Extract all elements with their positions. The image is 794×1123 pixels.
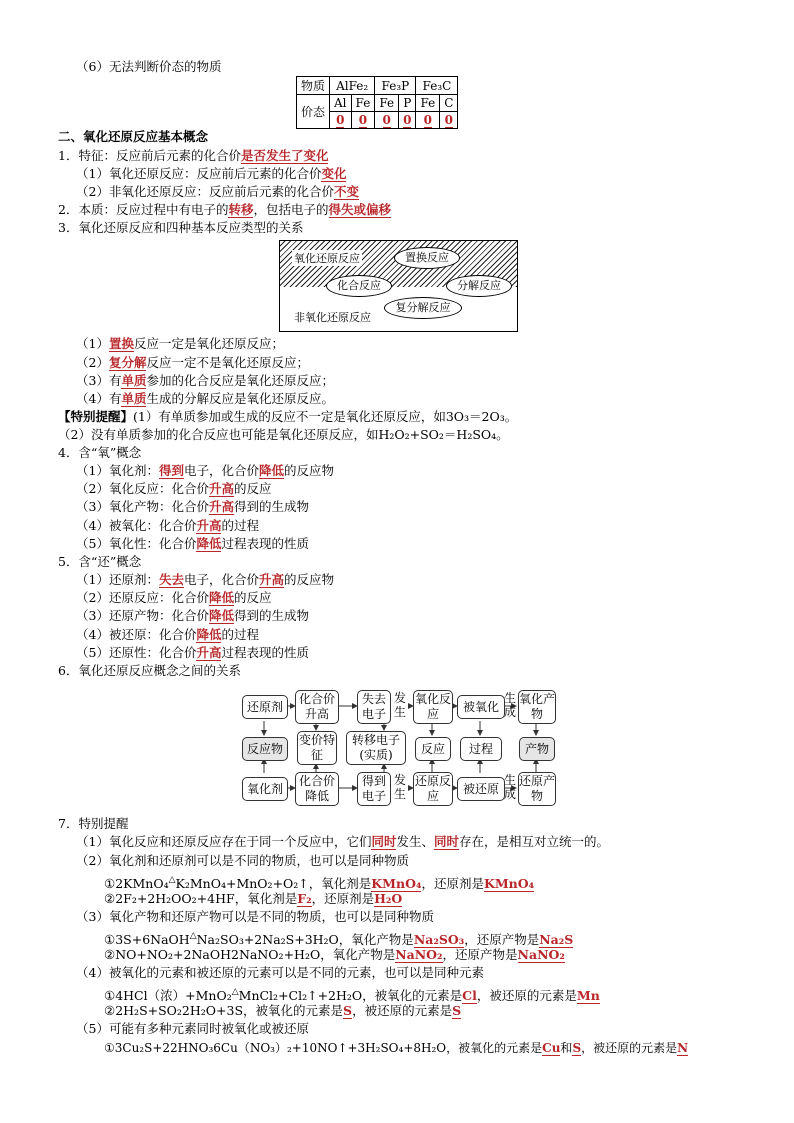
element-cell: C (440, 95, 458, 112)
concept-relation-title: 6．氧化还原反应概念之间的关系 (58, 663, 241, 678)
red-5: （5）还原性：化合价升高过程表现的性质 (76, 645, 309, 660)
element-cell: Fe (375, 95, 399, 112)
ox-4: （4）被氧化：化合价升高的过程 (76, 518, 259, 533)
gain-electron-box: 得到电子 (357, 772, 391, 806)
non-redox-label: 非氧化还原反应 (294, 311, 371, 324)
relation-line: 3．氧化还原反应和四种基本反应类型的关系 (58, 220, 304, 235)
compound-cell: Fe₃C (416, 77, 458, 95)
rule-1: （1）置换反应一定是氧化还原反应； (76, 336, 284, 351)
red-4: （4）被还原：化合价降低的过程 (76, 627, 259, 642)
reduction-product-box: 还原产物 (518, 772, 556, 806)
reducing-agent-box: 还原剂 (242, 695, 288, 719)
feature-line-2: （2）非氧化还原反应：反应前后元素的化合价不变 (76, 184, 359, 199)
compound-cell: Fe₃P (375, 77, 416, 95)
equation-3: ①3S+6NaOH△Na₂SO₃+2Na₂S+3H₂O，氧化产物是Na₂SO₃，还原产物是Na₂S (104, 931, 574, 947)
element-cell: P (399, 95, 416, 112)
decomposition-ellipse: 分解反应 (446, 275, 512, 297)
tip7-3: （3）氧化产物和还原产物可以是不同的物质，也可以是同种物质 (76, 909, 434, 924)
reduced-box: 被还原 (457, 777, 505, 801)
item-6: （6）无法判断价态的物质 (76, 59, 222, 74)
feature-line-1: （1）氧化还原反应：反应前后元素的化合价变化 (76, 166, 347, 181)
reaction-box: 反应 (415, 737, 451, 761)
oxidation-product-box: 氧化产物 (518, 690, 556, 724)
product-box: 产物 (519, 737, 555, 761)
oxidized-box: 被氧化 (457, 695, 505, 719)
tip-1: 【特别提醒】(1）有单质参加或生成的反应不一定是氧化还原反应，如3O₃＝2O₃。 (58, 409, 518, 424)
process-box: 过程 (460, 737, 502, 761)
equation-6: ②2H₂S+SO₂2H₂O+3S，被氧化的元素是S，被还原的元素是S (104, 1003, 462, 1018)
reduction-concepts-title: 5．含“还”概念 (58, 554, 142, 569)
value-cell: 0 (336, 113, 345, 127)
ox-3: （3）氧化产物：化合价升高得到的生成物 (76, 499, 309, 514)
valence-drop-box: 化合价降低 (295, 772, 339, 806)
red-1: （1）还原剂：失去电子，化合价升高的反应物 (76, 572, 335, 587)
electron-transfer-box: 转移电子(实质) (346, 731, 406, 765)
redox-label: 氧化还原反应 (294, 252, 360, 265)
occur-label: 发生 (393, 691, 406, 719)
reduction-reaction-box: 还原反应 (413, 772, 453, 806)
oxidation-reaction-box: 氧化反应 (413, 690, 453, 724)
ox-5: （5）氧化性：化合价降低过程表现的性质 (76, 536, 309, 551)
red-2: （2）还原反应：化合价降低的反应 (76, 590, 272, 605)
oxidation-concepts-title: 4．含“氧”概念 (58, 445, 142, 460)
produce-label: 生成 (503, 773, 516, 801)
tip7-5: （5）可能有多种元素同时被氧化或被还原 (76, 1021, 309, 1036)
ox-2: （2）氧化反应：化合价升高的反应 (76, 481, 272, 496)
tip7-2: （2）氧化剂和还原剂可以是不同的物质，也可以是同种物质 (76, 853, 409, 868)
element-cell: Fe (351, 95, 375, 112)
compound-cell: AlFe₂ (330, 77, 375, 95)
occur-label: 发生 (393, 773, 406, 801)
ox-1: （1）氧化剂：得到电子，化合价降低的反应物 (76, 463, 335, 478)
value-cell: 0 (358, 113, 368, 127)
tip-2: （2）没有单质参加的化合反应也可能是氧化还原反应，如H₂O₂+SO₂＝H₂SO₄。 (58, 427, 509, 442)
equation-4: ②NO+NO₂+2NaOH2NaNO₂+H₂O，氧化产物是NaNO₂，还原产物是NaNO₂ (104, 947, 565, 962)
value-cell: 0 (423, 113, 433, 127)
oxidizing-agent-box: 氧化剂 (242, 777, 288, 801)
section-title: 二、氧化还原反应基本概念 (58, 129, 209, 144)
tip7-4: （4）被氧化的元素和被还原的元素可以是不同的元素，也可以是同种元素 (76, 965, 484, 980)
produce-label: 生成 (503, 691, 516, 719)
combination-ellipse: 化合反应 (326, 275, 392, 297)
element-cell: Fe (416, 95, 440, 112)
tip7-1: （1）氧化反应和还原反应存在于同一个反应中，它们同时发生、同时存在，是相互对立统一的。 (76, 834, 610, 849)
row-label: 价态 (297, 95, 330, 129)
rule-2: （2）复分解反应一定不是氧化还原反应； (76, 355, 309, 370)
row-label: 物质 (297, 77, 330, 95)
rule-4: （4）有单质生成的分解反应是氧化还原反应。 (76, 391, 334, 406)
value-cell: 0 (382, 113, 391, 127)
reactant-box: 反应物 (242, 737, 288, 761)
value-cell: 0 (444, 113, 453, 127)
feature-line: 1．特征：反应前后元素的化合价是否发生了变化 (58, 148, 329, 163)
value-cell: 0 (403, 113, 412, 127)
rule-3: （3）有单质参加的化合反应是氧化还原反应； (76, 373, 334, 388)
equation-2: ②2F₂+2H₂OO₂+4HF，氧化剂是F₂，还原剂是H₂O (104, 891, 403, 906)
essence-line: 2．本质：反应过程中有电子的转移，包括电子的得失或偏移 (58, 202, 392, 217)
element-cell: Al (330, 95, 352, 112)
double-displacement-ellipse: 复分解反应 (384, 297, 462, 319)
red-3: （3）还原产物：化合价降低得到的生成物 (76, 608, 309, 623)
valence-rise-box: 化合价升高 (295, 690, 339, 724)
lose-electron-box: 失去电子 (357, 690, 391, 724)
equation-5: ①4HCl（浓）+MnO₂△MnCl₂+Cl₂↑+2H₂O，被氧化的元素是Cl，被还原的元素是Mn (104, 987, 600, 1003)
displacement-ellipse: 置换反应 (394, 247, 460, 269)
special-tips-title: 7．特别提醒 (58, 816, 129, 831)
equation-1: ①2KMnO₄△K₂MnO₄+MnO₂+O₂↑，氧化剂是KMnO₄，还原剂是KMnO₄ (104, 875, 535, 891)
valence-change-box: 变价特征 (297, 731, 337, 765)
equation-7: ①3Cu₂S+22HNO₃6Cu（NO₃）₂+10NO↑+3H₂SO₄+8H₂O，被氧化的元素是Cu和S，被还原的元素是N (104, 1041, 689, 1055)
